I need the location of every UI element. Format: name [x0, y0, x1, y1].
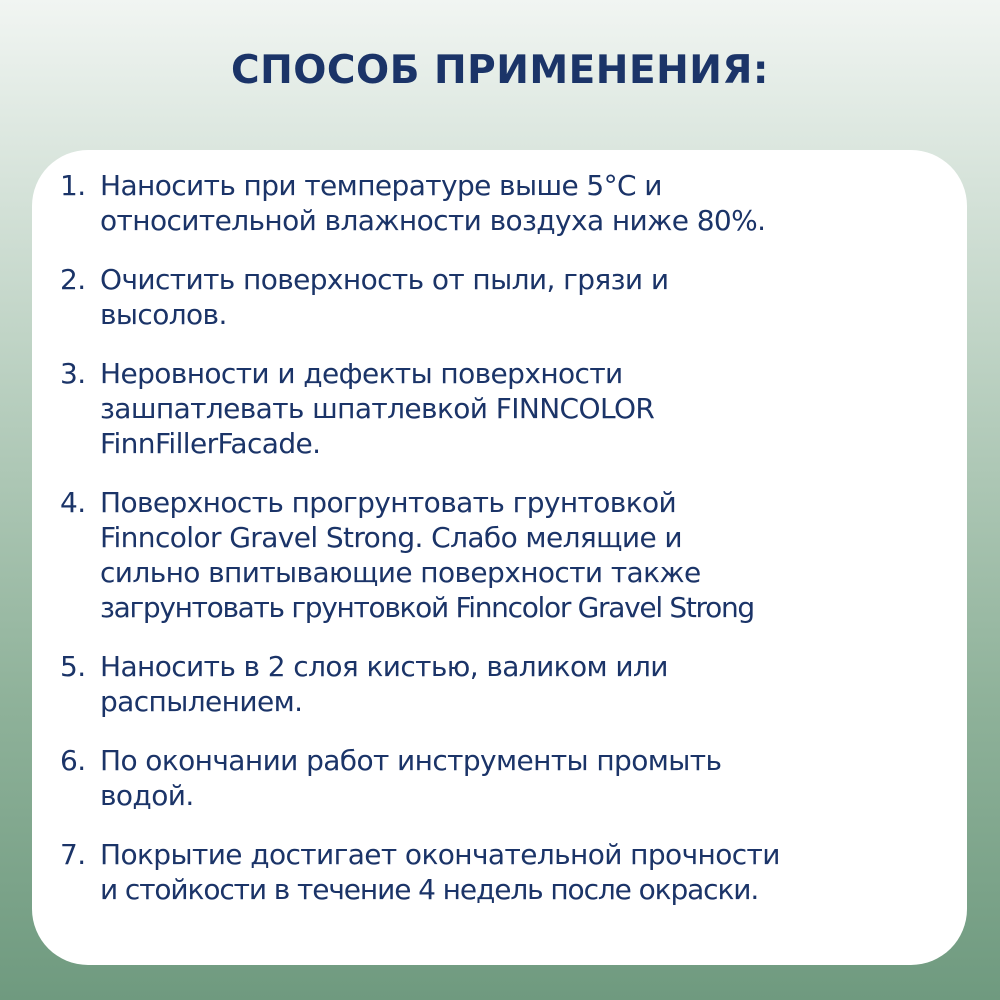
- step-text: [100, 485, 967, 625]
- step-line: Наносить при температуре выше 5°С и: [100, 169, 662, 202]
- step-text: [100, 356, 967, 461]
- step-text: [100, 837, 967, 907]
- step-line: относительной влажности воздуха ниже 80%.: [100, 204, 766, 237]
- step-2: [32, 262, 967, 332]
- step-line: FinnFillerFacade.: [100, 427, 321, 460]
- step-number: 7.: [60, 838, 86, 871]
- step-line: По окончании работ инструменты промыть: [100, 744, 722, 777]
- step-number: 1.: [60, 169, 86, 202]
- step-text: [100, 262, 967, 332]
- step-1: [32, 168, 967, 238]
- page-title: СПОСОБ ПРИМЕНЕНИЯ:: [231, 48, 769, 93]
- step-line: зашпатлевать шпатлевкой FINNCOLOR: [100, 392, 655, 425]
- step-number: 3.: [60, 357, 86, 390]
- step-7: [32, 837, 967, 907]
- step-line: Наносить в 2 слоя кистью, валиком или: [100, 650, 668, 683]
- steps-list: [32, 150, 967, 907]
- step-4: [32, 485, 967, 625]
- step-text: [100, 168, 967, 238]
- step-line: водой.: [100, 779, 194, 812]
- step-line: распылением.: [100, 685, 303, 718]
- step-line: Очистить поверхность от пыли, грязи и: [100, 263, 669, 296]
- step-3: [32, 356, 967, 461]
- step-line: высолов.: [100, 298, 227, 331]
- step-line: сильно впитывающие поверхности также: [100, 556, 701, 589]
- step-line: и стойкости в течение 4 недель после окраски.: [100, 873, 759, 906]
- step-text: [100, 743, 967, 813]
- step-number: 6.: [60, 744, 86, 777]
- step-number: 4.: [60, 486, 86, 519]
- step-line: Неровности и дефекты поверхности: [100, 357, 623, 390]
- step-6: [32, 743, 967, 813]
- step-5: [32, 649, 967, 719]
- step-line: загрунтовать грунтовкой Finncolor Gravel Strong: [100, 591, 754, 624]
- step-text: [100, 649, 967, 719]
- step-number: 5.: [60, 650, 86, 683]
- step-line: Покрытие достигает окончательной прочности: [100, 838, 780, 871]
- step-number: 2.: [60, 263, 86, 296]
- step-line: Finncolor Gravel Strong. Слабо мелящие и: [100, 521, 683, 554]
- instructions-card: [32, 150, 967, 965]
- step-line: Поверхность прогрунтовать грунтовкой: [100, 486, 677, 519]
